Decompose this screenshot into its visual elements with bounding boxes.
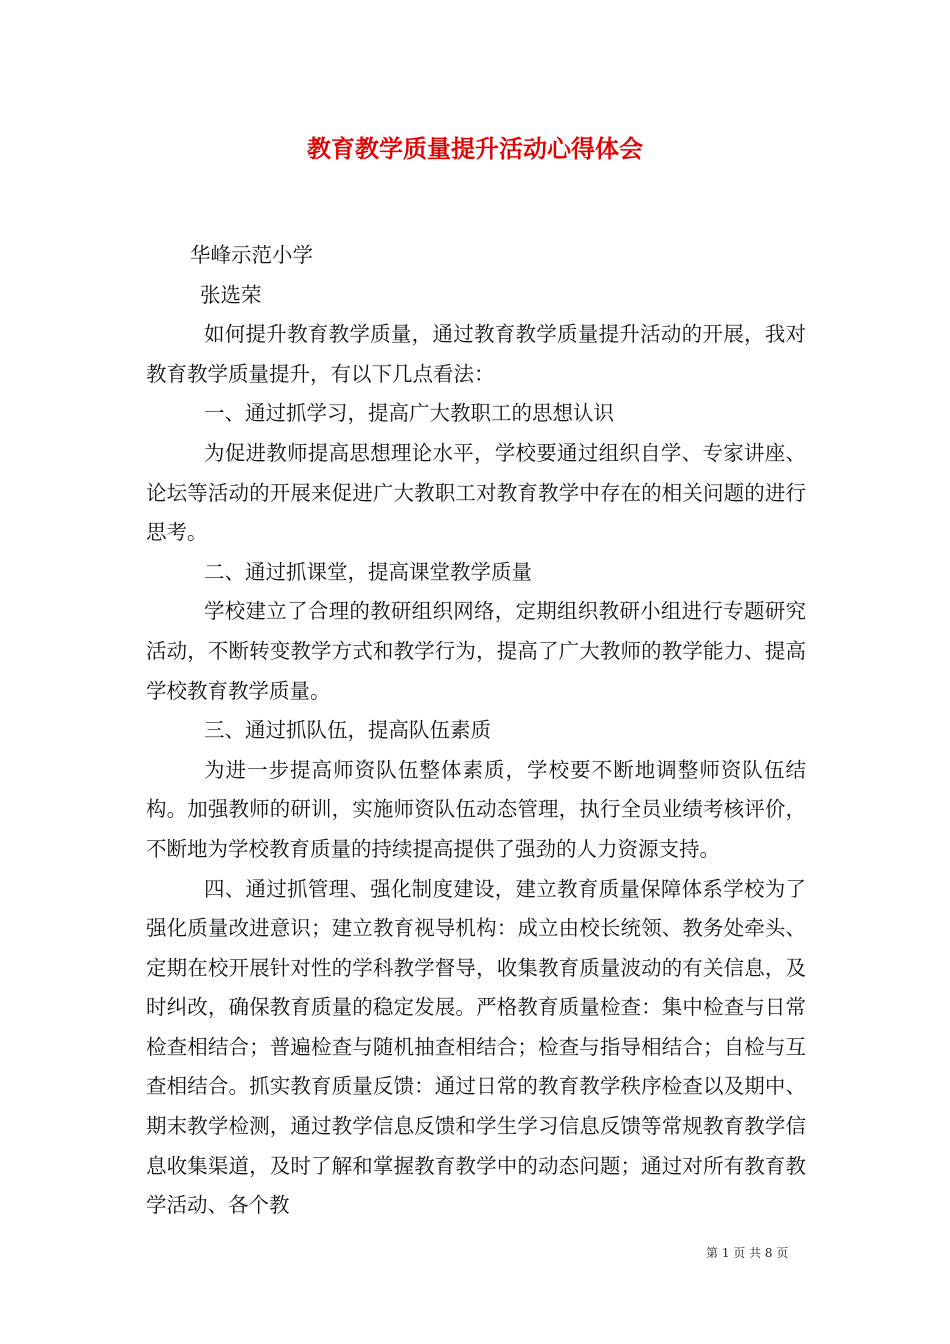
section-heading-3: 三、通过抓队伍，提高队伍素质	[204, 718, 491, 743]
author-school: 华峰示范小学	[190, 243, 313, 267]
document-title: 教育教学质量提升活动心得体会	[307, 134, 643, 163]
paragraph-4: 四、通过抓管理、强化制度建设，建立教育质量保障体系学校为了强化质量改进意识；建立教育视导机构：成立由校长统领、教务处牵头、定期在校开展针对性的学科教学督导，收集教育质量波动的有关信息，及时纠改，确保教育质量的稳定发展。严格教育质量检查：集中检查与日常检查相结合；普遍检查与随机抽查相结合；检查与指导相结合；自检与互查相结合。抓实教育质量反馈：通过日常的教育教学秩序检查以及期中、期末教学检测，通过教学信息反馈和学生学习信息反馈等常规教育教学信息收集渠道，及时了解和掌握教育教学中的动态问题；通过对所有教育教学活动、各个教	[146, 876, 806, 1218]
document-body	[146, 236, 806, 1226]
paragraph-2: 学校建立了合理的教研组织网络，定期组织教研小组进行专题研究活动，不断转变教学方式和教学行为，提高了广大教师的教学能力、提高学校教育教学质量。	[146, 599, 806, 703]
author-name: 张选荣	[200, 282, 262, 307]
paragraph-1: 为促进教师提高思想理论水平，学校要通过组织自学、专家讲座、论坛等活动的开展来促进广大教职工对教育教学中存在的相关问题的进行思考。	[146, 440, 806, 545]
page-number: 第 1 页 共 8 页	[706, 1246, 789, 1260]
paragraph-3: 为进一步提高师资队伍整体素质，学校要不断地调整师资队伍结构。加强教师的研训，实施师资队伍动态管理，执行全员业绩考核评价，不断地为学校教育质量的持续提高提供了强劲的人力资源支持。	[146, 757, 806, 861]
section-heading-1: 一、通过抓学习，提高广大教职工的思想认识	[204, 401, 614, 426]
paragraph-intro: 如何提升教育教学质量，通过教育教学质量提升活动的开展，我对教育教学质量提升，有以下几点看法：	[146, 322, 806, 386]
section-heading-2: 二、通过抓课堂，提高课堂教学质量	[204, 559, 532, 584]
